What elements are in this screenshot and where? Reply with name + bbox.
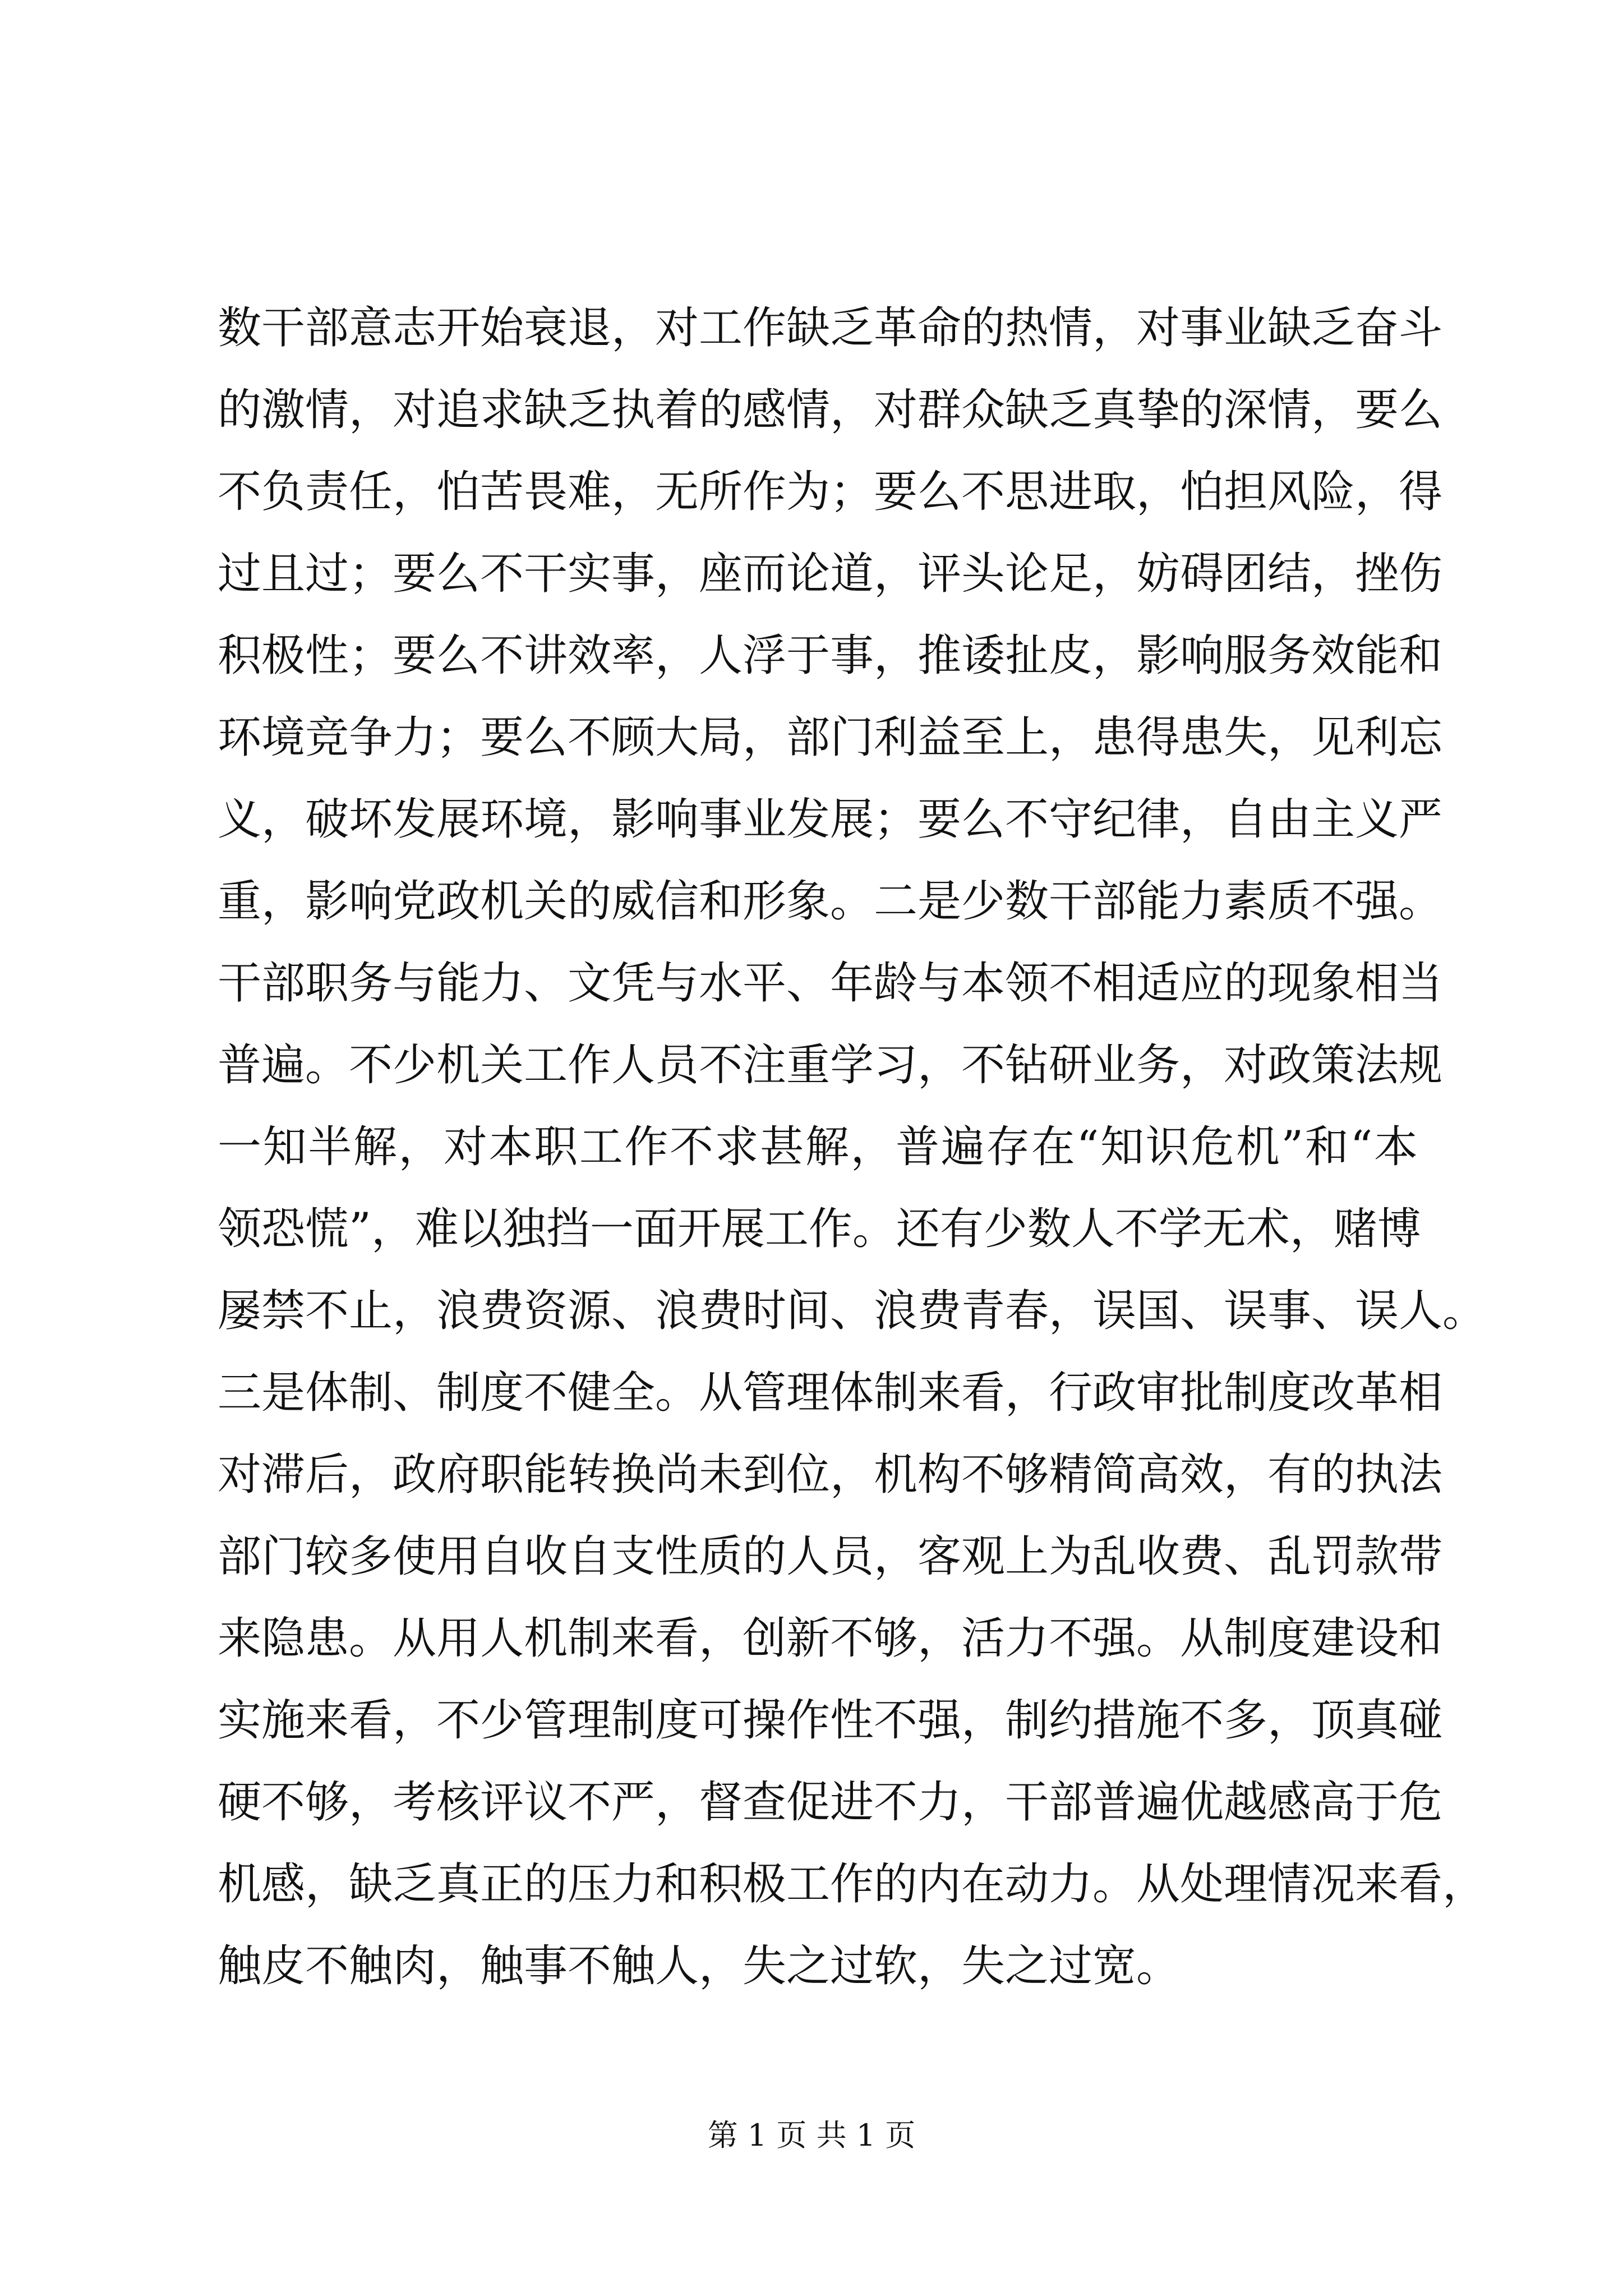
text-line: 过且过；要么不干实事，座而论道，评头论足，妨碍团结，挫伤 [218,549,1443,599]
text-line: 领恐慌”，难以独挡一面开展工作。还有少数人不学无术，赌博 [218,1204,1421,1254]
text-line: 的激情，对追求缺乏执着的感情，对群众缺乏真挚的深情，要么 [218,385,1443,435]
text-line: 屡禁不止，浪费资源、浪费时间、浪费青春，误国、误事、误人。 [218,1286,1487,1336]
text-line: 重，影响党政机关的威信和形象。二是少数干部能力素质不强。 [218,876,1443,927]
text-line: 来隐患。从用人机制来看，创新不够，活力不强。从制度建设和 [218,1613,1443,1664]
text-line: 三是体制、制度不健全。从管理体制来看，行政审批制度改革相 [218,1368,1443,1418]
text-line: 普遍。不少机关工作人员不注重学习，不钻研业务，对政策法规 [218,1040,1443,1091]
text-line: 不负责任，怕苦畏难，无所作为；要么不思进取，怕担风险，得 [218,467,1443,517]
text-line: 部门较多使用自收自支性质的人员，客观上为乱收费、乱罚款带 [218,1531,1443,1582]
body-text [218,287,1487,2007]
text-line: 硬不够，考核评议不严，督查促进不力，干部普遍优越感高于危 [218,1777,1443,1828]
text-line: 干部职务与能力、文凭与水平、年龄与本领不相适应的现象相当 [218,958,1443,1009]
text-line: 机感，缺乏真正的压力和积极工作的内在动力。从处理情况来看， [218,1859,1487,1910]
text-line: 环境竞争力；要么不顾大局，部门利益至上，患得患失，见利忘 [218,712,1443,763]
text-line: 数干部意志开始衰退，对工作缺乏革命的热情，对事业缺乏奋斗 [218,303,1443,353]
text-line: 一知半解，对本职工作不求甚解，普遍存在“知识危机”和“本 [218,1122,1418,1172]
text-line: 实施来看，不少管理制度可操作性不强，制约措施不多，顶真碰 [218,1695,1443,1746]
page-footer [0,2116,1623,2155]
text-line: 对滞后，政府职能转换尚未到位，机构不够精简高效，有的执法 [218,1450,1443,1500]
page-number: 第 1 页 共 1 页 [707,2118,916,2153]
text-line: 积极性；要么不讲效率，人浮于事，推诿扯皮，影响服务效能和 [218,631,1443,681]
text-line: 触皮不触肉，触事不触人，失之过软，失之过宽。 [218,1941,1181,1991]
text-line: 义，破坏发展环境，影响事业发展；要么不守纪律，自由主义严 [218,794,1443,845]
